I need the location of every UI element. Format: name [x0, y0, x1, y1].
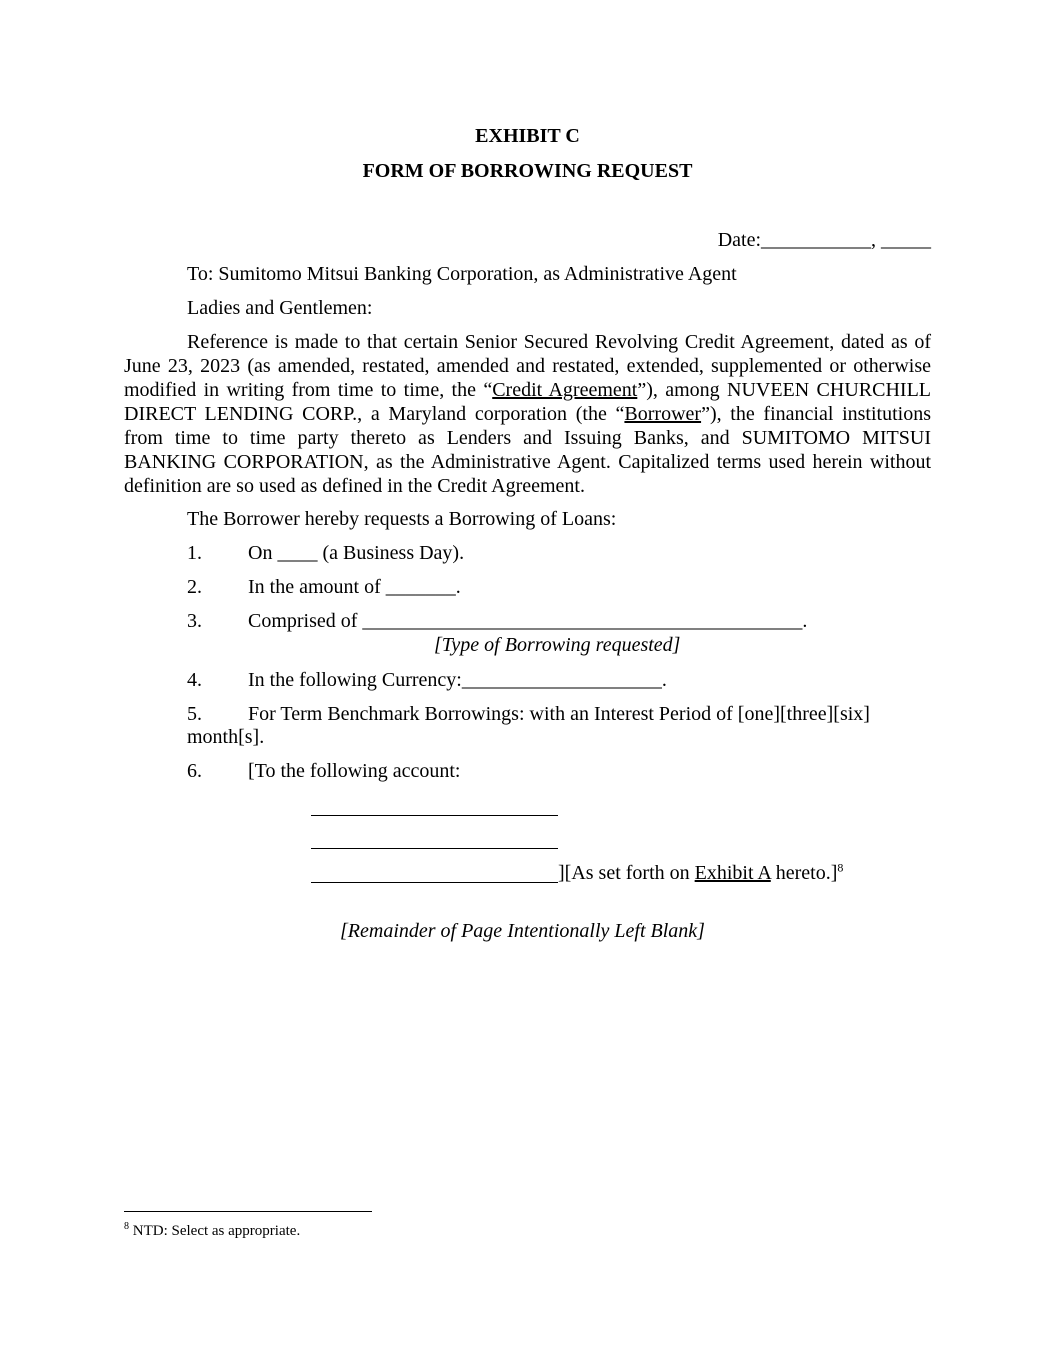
item-continuation: month[s]. [187, 726, 265, 748]
item-number: 2. [187, 576, 202, 598]
defined-term-credit-agreement: Credit Agreement [492, 379, 638, 401]
borrowing-type-caption: [Type of Borrowing requested] [434, 634, 681, 656]
account-blank-line [311, 882, 558, 883]
account-tail-text: ][As set forth on [558, 862, 695, 884]
date-line: Date:___________, _____ [717, 229, 931, 251]
paragraph-text: ”), the financial institutions from time to time party thereto as Lenders and Issuing Banks, and SUMITOMO MITSUI BANKING CORPORATION, as the Administrative Agent. Capitalized terms used herein without definition are so used as defined in the Credit Agreement. [124, 403, 931, 497]
salutation: Ladies and Gentlemen: [187, 297, 373, 319]
defined-term-borrower: Borrower [624, 403, 702, 425]
request-intro: The Borrower hereby requests a Borrowing of Loans: [187, 508, 617, 530]
account-blank-line [311, 815, 558, 816]
exhibit-title: EXHIBIT C [475, 125, 580, 147]
account-tail [558, 861, 843, 885]
footnote-number: 8 [124, 1221, 129, 1232]
addressee-line: To: Sumitomo Mitsui Banking Corporation, as Administrative Agent [187, 263, 737, 285]
item-text: [To the following account: [248, 760, 461, 782]
reference-paragraph [124, 330, 931, 498]
footnote-text: NTD: Select as appropriate. [129, 1223, 301, 1239]
item-number: 3. [187, 610, 202, 632]
item-number: 5. [187, 703, 202, 725]
footnote-separator [124, 1211, 372, 1212]
item-text: For Term Benchmark Borrowings: with an Interest Period of [one][three][six] [248, 703, 870, 725]
item-text: In the following Currency:____________________. [248, 669, 667, 691]
footnote-reference: 8 [837, 860, 844, 875]
item-number: 6. [187, 760, 202, 782]
item-text: On ____ (a Business Day). [248, 542, 465, 564]
form-title: FORM OF BORROWING REQUEST [362, 160, 693, 182]
item-text: Comprised of ____________________________________________. [248, 610, 808, 632]
paragraph-text: Reference is made to that certain Senior Secured Revolving Credit Agreement, dated as of June 23, 2023 (as amended, restated, amended and restated, extended, supplemented or otherwise modified in writing from time to time, the “ [124, 331, 931, 401]
account-tail-text: hereto.] [770, 862, 838, 884]
item-text: In the amount of _______. [248, 576, 461, 598]
account-blank-line [311, 848, 558, 849]
exhibit-a-reference: Exhibit A [694, 862, 771, 884]
item-number: 1. [187, 542, 202, 564]
paragraph-text: ”), among NUVEEN CHURCHILL DIRECT LENDING CORP., a Maryland corporation (the “ [124, 379, 931, 425]
item-number: 4. [187, 669, 202, 691]
footnote [124, 1222, 300, 1240]
remainder-note: [Remainder of Page Intentionally Left Blank] [340, 920, 705, 942]
